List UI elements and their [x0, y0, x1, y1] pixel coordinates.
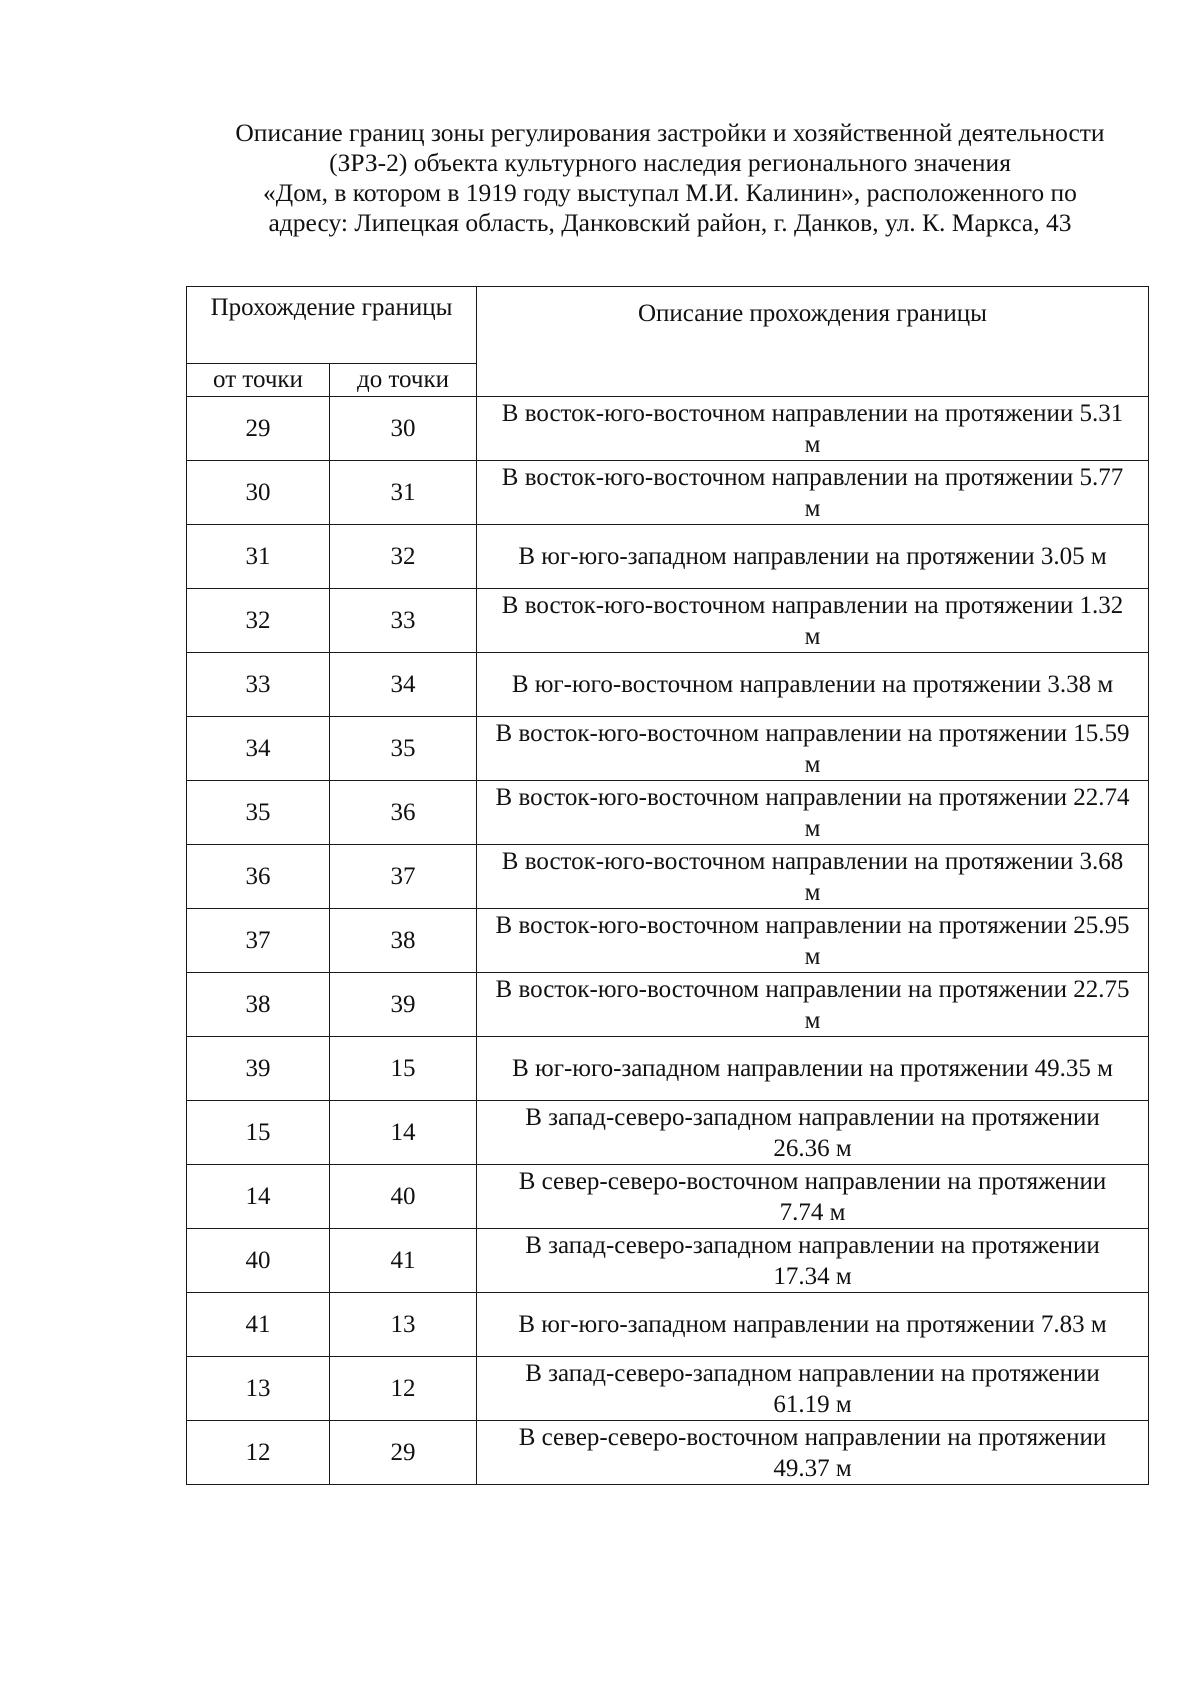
- description-cell: В восток-юго-восточном направлении на протяжении 3.68 м: [477, 845, 1149, 909]
- to-point-cell: 31: [330, 461, 477, 525]
- title-line-2: (ЗРЗ-2) объекта культурного наследия регионального значения: [329, 148, 1011, 177]
- table-row: [187, 1101, 1149, 1165]
- table-row: [187, 1037, 1149, 1101]
- table-row: [187, 781, 1149, 845]
- from-point-cell: 36: [187, 845, 330, 909]
- table-row: [187, 1293, 1149, 1357]
- from-point-cell: 40: [187, 1229, 330, 1293]
- to-point-cell: 38: [330, 909, 477, 973]
- table-row: [187, 653, 1149, 717]
- description-cell: В восток-юго-восточном направлении на протяжении 22.74 м: [477, 781, 1149, 845]
- from-point-cell: 37: [187, 909, 330, 973]
- to-point-cell: 33: [330, 589, 477, 653]
- table-row: [187, 1421, 1149, 1485]
- description-cell: В восток-юго-восточном направлении на протяжении 25.95 м: [477, 909, 1149, 973]
- title-line-3: «Дом, в котором в 1919 году выступал М.И. Калинин», расположенного по: [263, 178, 1077, 207]
- document-title: [170, 118, 1170, 238]
- description-cell: В север-северо-восточном направлении на протяжении 49.37 м: [477, 1421, 1149, 1485]
- table-row: [187, 589, 1149, 653]
- to-point-cell: 12: [330, 1357, 477, 1421]
- from-point-cell: 15: [187, 1101, 330, 1165]
- description-cell: В юг-юго-западном направлении на протяжении 7.83 м: [477, 1293, 1149, 1357]
- description-cell: В запад-северо-западном направлении на протяжении 61.19 м: [477, 1357, 1149, 1421]
- from-point-cell: 30: [187, 461, 330, 525]
- to-point-cell: 15: [330, 1037, 477, 1101]
- from-point-cell: 39: [187, 1037, 330, 1101]
- header-to-point: до точки: [330, 364, 477, 397]
- from-point-cell: 34: [187, 717, 330, 781]
- to-point-cell: 36: [330, 781, 477, 845]
- to-point-cell: 14: [330, 1101, 477, 1165]
- table-row: [187, 461, 1149, 525]
- to-point-cell: 30: [330, 397, 477, 461]
- to-point-cell: 13: [330, 1293, 477, 1357]
- table-row: [187, 1229, 1149, 1293]
- to-point-cell: 35: [330, 717, 477, 781]
- from-point-cell: 41: [187, 1293, 330, 1357]
- from-point-cell: 14: [187, 1165, 330, 1229]
- from-point-cell: 29: [187, 397, 330, 461]
- to-point-cell: 32: [330, 525, 477, 589]
- table-row: [187, 397, 1149, 461]
- to-point-cell: 41: [330, 1229, 477, 1293]
- to-point-cell: 37: [330, 845, 477, 909]
- from-point-cell: 31: [187, 525, 330, 589]
- from-point-cell: 13: [187, 1357, 330, 1421]
- description-cell: В восток-юго-восточном направлении на протяжении 15.59 м: [477, 717, 1149, 781]
- description-cell: В восток-юго-восточном направлении на протяжении 22.75 м: [477, 973, 1149, 1037]
- title-line-4: адресу: Липецкая область, Данковский район, г. Данков, ул. К. Маркса, 43: [268, 208, 1072, 237]
- header-from-point: от точки: [187, 364, 330, 397]
- description-cell: В восток-юго-восточном направлении на протяжении 5.31 м: [477, 397, 1149, 461]
- from-point-cell: 35: [187, 781, 330, 845]
- table-row: [187, 973, 1149, 1037]
- to-point-cell: 40: [330, 1165, 477, 1229]
- table-body: [187, 397, 1149, 1485]
- description-cell: В восток-юго-восточном направлении на протяжении 1.32 м: [477, 589, 1149, 653]
- to-point-cell: 39: [330, 973, 477, 1037]
- description-cell: В юг-юго-западном направлении на протяжении 3.05 м: [477, 525, 1149, 589]
- table-row: [187, 717, 1149, 781]
- from-point-cell: 38: [187, 973, 330, 1037]
- table-row: [187, 1165, 1149, 1229]
- table-row: [187, 1357, 1149, 1421]
- description-cell: В восток-юго-восточном направлении на протяжении 5.77 м: [477, 461, 1149, 525]
- from-point-cell: 12: [187, 1421, 330, 1485]
- description-cell: В запад-северо-западном направлении на протяжении 26.36 м: [477, 1101, 1149, 1165]
- description-cell: В север-северо-восточном направлении на протяжении 7.74 м: [477, 1165, 1149, 1229]
- description-cell: В юг-юго-восточном направлении на протяжении 3.38 м: [477, 653, 1149, 717]
- description-cell: В юг-юго-западном направлении на протяжении 49.35 м: [477, 1037, 1149, 1101]
- header-boundary-passage: Прохождение границы: [187, 287, 477, 364]
- boundary-table: [186, 286, 1149, 1485]
- to-point-cell: 29: [330, 1421, 477, 1485]
- from-point-cell: 32: [187, 589, 330, 653]
- to-point-cell: 34: [330, 653, 477, 717]
- from-point-cell: 33: [187, 653, 330, 717]
- table-row: [187, 845, 1149, 909]
- header-description: Описание прохождения границы: [477, 287, 1149, 397]
- table-row: [187, 525, 1149, 589]
- title-line-1: Описание границ зоны регулирования застройки и хозяйственной деятельности: [235, 118, 1105, 147]
- table-row: [187, 909, 1149, 973]
- description-cell: В запад-северо-западном направлении на протяжении 17.34 м: [477, 1229, 1149, 1293]
